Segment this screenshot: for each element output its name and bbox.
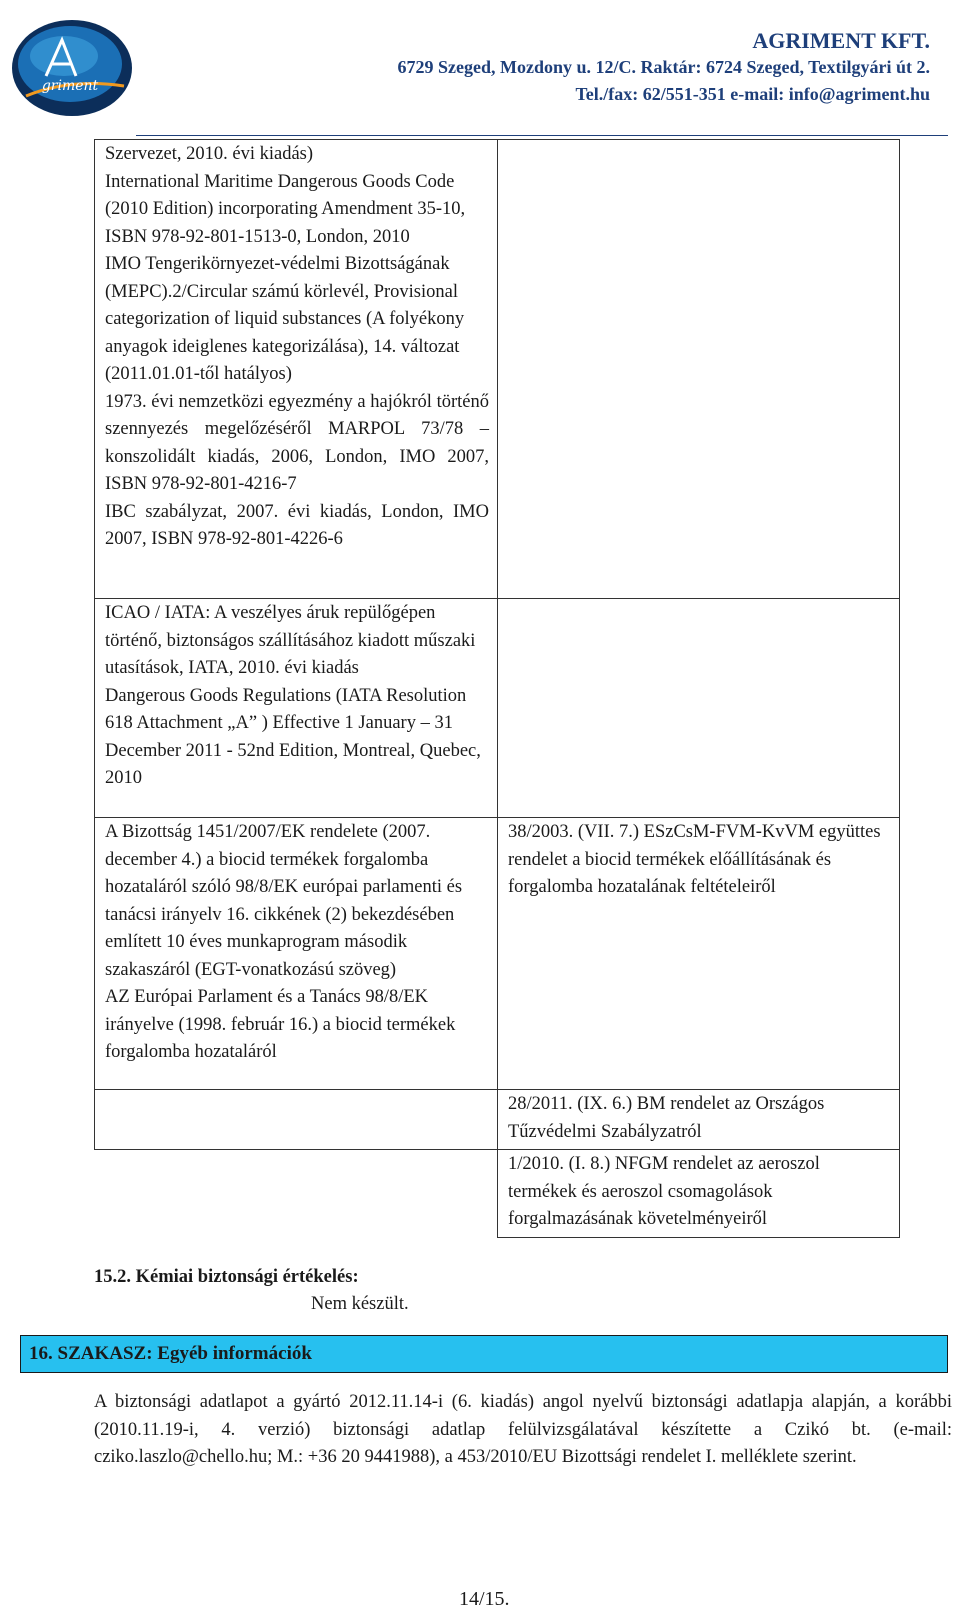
table-cell <box>498 1090 900 1150</box>
company-contact: Tel./fax: 62/551-351 e-mail: info@agriment.hu <box>575 84 930 104</box>
table-row <box>95 599 900 818</box>
cell-paragraph: IMO Tengerikörnyezet-védelmi Bizottságának (MEPC).2/Circular számú körlevél, Provisional categorization of liquid substances (A folyékony anyagok ideiglenes kategorizálása), 14. változat (2011.01.01-től hatályos) <box>105 254 465 384</box>
table-cell-empty <box>95 1150 498 1238</box>
agriment-logo <box>6 16 136 118</box>
section-16-header: 16. SZAKASZ: Egyéb információk <box>20 1335 948 1373</box>
cell-paragraph: International Maritime Dangerous Goods Code (2010 Edition) incorporating Amendment 35-10, ISBN 978-92-801-1513-0, London, 2010 <box>105 171 466 247</box>
table-row <box>95 1150 900 1238</box>
table-cell-empty <box>498 140 900 599</box>
table-cell <box>95 140 498 599</box>
cell-paragraph: ICAO / IATA: A veszélyes áruk repülőgépen történő, biztonságos szállításához kiadott műszaki utasítások, IATA, 2010. évi kiadás <box>105 603 476 678</box>
subsection-value: Nem készült. <box>311 1294 409 1314</box>
subsection-title: 15.2. Kémiai biztonsági értékelés: <box>94 1267 359 1287</box>
company-address: 6729 Szeged, Mozdony u. 12/C. Raktár: 6724 Szeged, Textilgyári út 2. <box>397 57 930 77</box>
table-cell <box>95 818 498 1090</box>
table-row <box>95 818 900 1090</box>
cell-paragraph: 1/2010. (I. 8.) NFGM rendelet az aeroszol termékek és aeroszol csomagolások forgalmazásának követelményeiről <box>508 1154 820 1229</box>
company-name: AGRIMENT KFT. <box>752 28 930 53</box>
table-cell <box>95 599 498 818</box>
cell-paragraph: 1973. évi nemzetközi egyezmény a hajókról történő szennyezés megelőzéséről MARPOL 73/78 – konszolidált kiadás, 2006, London, IMO 2007, ISBN 978-92-801-4216-7 <box>105 391 489 494</box>
table-row <box>95 1090 900 1150</box>
table-cell <box>498 1150 900 1238</box>
cell-paragraph: Dangerous Goods Regulations (IATA Resolution 618 Attachment „A” ) Effective 1 January – 31 December 2011 - 52nd Edition, Montreal, Quebec, 2010 <box>105 685 481 788</box>
page-number: 14/15. <box>459 1588 510 1610</box>
section-16-text: A biztonsági adatlapot a gyártó 2012.11.14-i (6. kiadás) angol nyelvű biztonsági adatlapja alapján, a korábbi (2010.11.19-i, 4. verzió) biztonsági adatlap felülvizsgálatával készítette a Czikó bt. (e-mail: cziko.laszlo@chello.hu; M.: +36 20 9441988), a 453/2010/EU Bizottsági rendelet I. melléklete szerint. <box>94 1392 952 1467</box>
svg-text:griment: griment <box>41 78 99 94</box>
cell-paragraph: A Bizottság 1451/2007/EK rendelete (2007. december 4.) a biocid termékek forgalomba hozataláról szóló 98/8/EK európai parlamenti és tanácsi irányelv 16. cikkének (2) bekezdésében említett 10 éves munkaprogram második szakaszáról (EGT-vonatkozású szöveg) <box>105 822 463 980</box>
table-cell-empty <box>498 599 900 818</box>
table-cell-empty <box>95 1090 498 1150</box>
cell-paragraph: 38/2003. (VII. 7.) ESzCsM-FVM-KvVM együttes rendelet a biocid termékek előállításának és forgalomba hozatalának feltételeiről <box>508 822 881 897</box>
company-header <box>398 28 931 108</box>
header-divider <box>136 135 948 136</box>
cell-paragraph: IBC szabályzat, 2007. évi kiadás, London, IMO 2007, ISBN 978-92-801-4226-6 <box>105 501 489 549</box>
table-cell <box>498 818 900 1090</box>
table-row <box>95 140 900 599</box>
cell-paragraph: AZ Európai Parlament és a Tanács 98/8/EK irányelve (1998. február 16.) a biocid termékek forgalomba hozataláról <box>105 987 456 1062</box>
cell-paragraph: 28/2011. (IX. 6.) BM rendelet az Országos Tűzvédelmi Szabályzatról <box>508 1094 825 1142</box>
regulations-table <box>94 139 900 1238</box>
cell-paragraph: Szervezet, 2010. évi kiadás) <box>105 144 314 164</box>
